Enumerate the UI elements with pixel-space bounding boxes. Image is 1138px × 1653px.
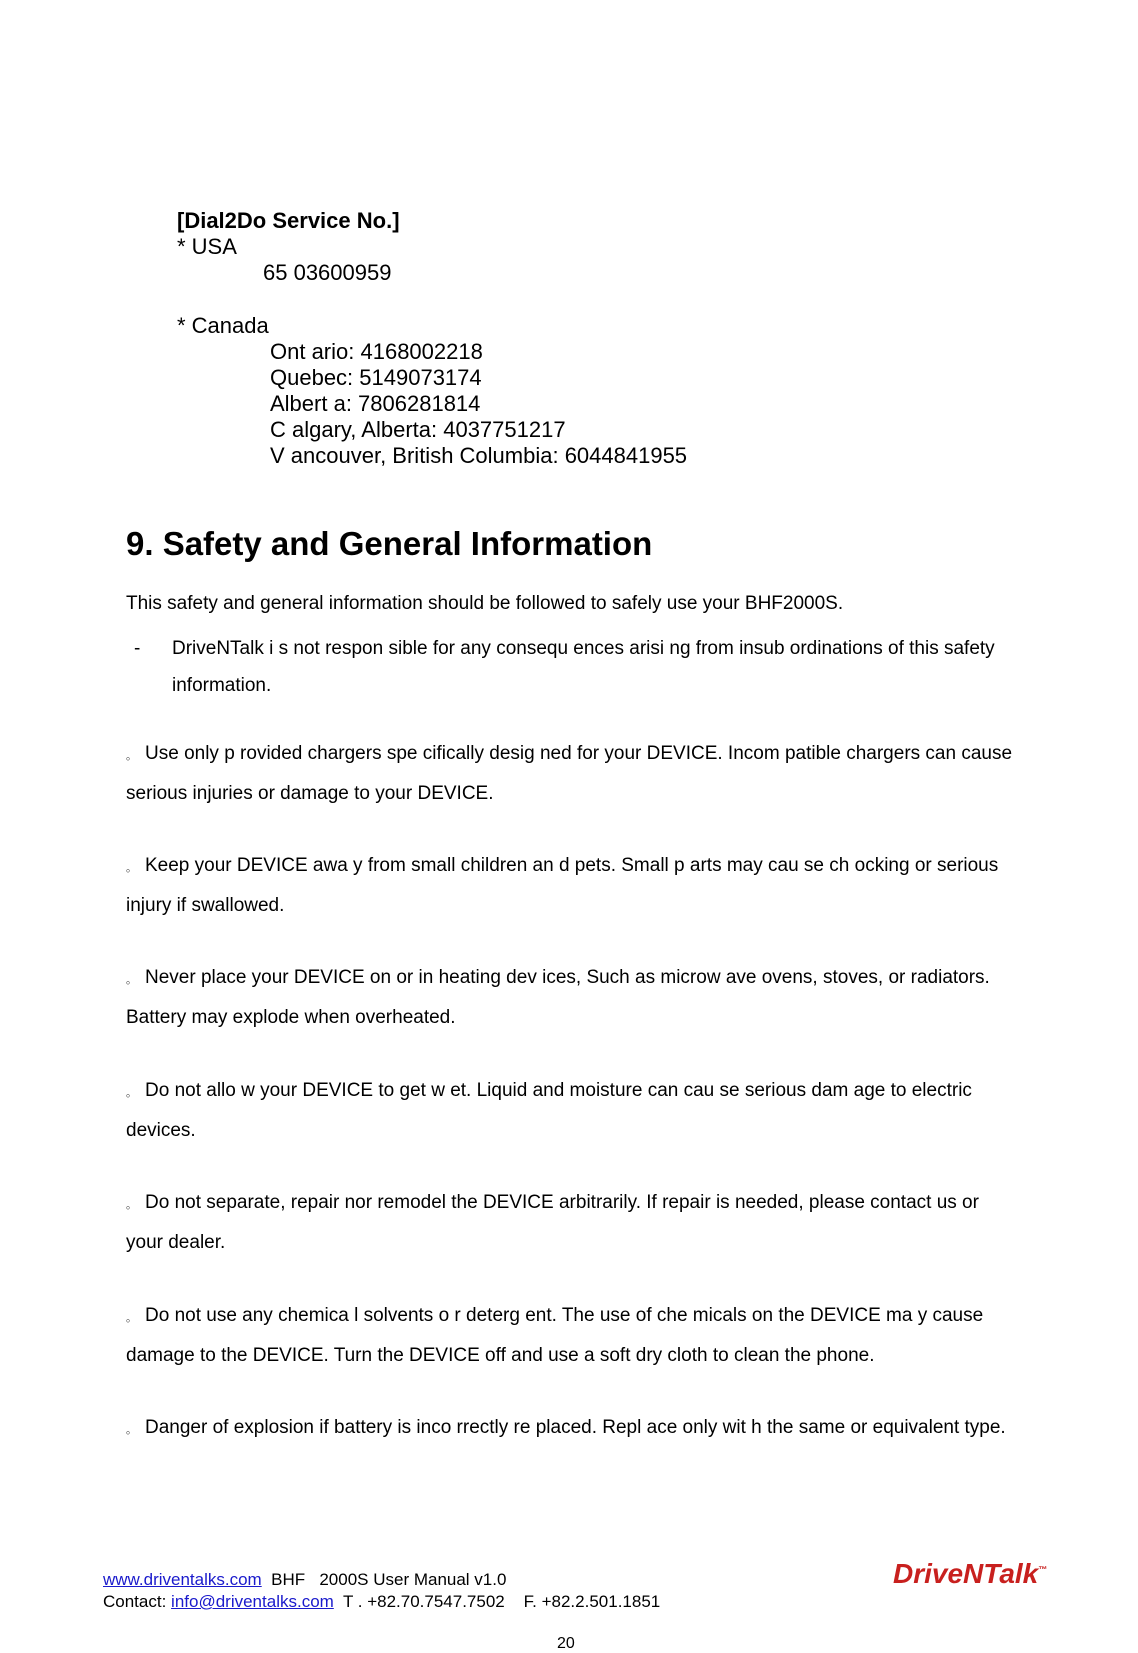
footer-line-1 [103, 1570, 506, 1590]
section-title: 9. Safety and General Information [126, 525, 653, 562]
safety-bullet [126, 1184, 1016, 1261]
section-intro: This safety and general information should be followed to safely use your BHF2000S. [126, 593, 844, 614]
safety-bullet [126, 735, 1016, 812]
disclaimer-item [126, 630, 1016, 704]
usa-label: * USA [177, 234, 237, 259]
driventalk-logo [893, 1558, 1047, 1590]
website-link[interactable]: www.driventalks.com [103, 1570, 262, 1589]
disclaimer-text: DriveNTalk i s not respon sible for any consequ ences arisi ng from insub ordinations of this safety information. [172, 638, 995, 696]
page-number: 20 [557, 1635, 575, 1652]
safety-bullet [126, 847, 1016, 924]
contact-label: Contact: [103, 1592, 172, 1611]
safety-bullet-text: Keep your DEVICE awa y from small children an d pets. Small p arts may cau se ch ocking or serious injury if swallowed. [126, 855, 999, 916]
bullet-mark: 。 [126, 1087, 137, 1099]
canada-region-vancouver: V ancouver, British Columbia: 6044841955 [270, 443, 688, 468]
logo-text: DriveNTalk [893, 1558, 1039, 1589]
footer-line-2 [103, 1592, 660, 1612]
safety-bullet-text: Do not use any chemica l solvents o r deterg ent. The use of che micals on the DEVICE ma y cause damage to the DEVICE. Turn the DEVICE off and use a soft dry cloth to clean the phone. [126, 1305, 984, 1366]
safety-bullet [126, 959, 1016, 1036]
canada-label: * Canada [177, 313, 269, 338]
bullet-mark: 。 [126, 1199, 137, 1211]
dash-mark: - [134, 638, 141, 659]
canada-region-alberta: Albert a: 7806281814 [270, 391, 481, 416]
safety-bullet-text: Do not allo w your DEVICE to get w et. Liquid and moisture can cau se serious dam age to electric devices. [126, 1080, 972, 1141]
manual-title: BHF 2000S User Manual v1.0 [261, 1570, 507, 1589]
canada-region-calgary: C algary, Alberta: 4037751217 [270, 417, 566, 442]
safety-bullet [126, 1297, 1016, 1374]
bullet-mark: 。 [126, 1424, 137, 1436]
safety-bullet-text: Use only p rovided chargers spe cifically desig ned for your DEVICE. Incom patible chargers can cause serious injuries or damage to your DEVICE. [126, 743, 1013, 804]
safety-bullet [126, 1409, 1016, 1449]
safety-bullet [126, 1072, 1016, 1149]
canada-region-quebec: Quebec: 5149073174 [270, 365, 482, 390]
safety-bullet-text: Do not separate, repair nor remodel the DEVICE arbitrarily. If repair is needed, please contact us or your dealer. [126, 1192, 979, 1253]
phone-fax: T . +82.70.7547.7502 F. +82.2.501.1851 [333, 1592, 661, 1611]
canada-region-ontario: Ont ario: 4168002218 [270, 339, 483, 364]
service-heading: [Dial2Do Service No.] [177, 208, 400, 233]
bullet-mark: 。 [126, 1312, 137, 1324]
usa-number: 65 03600959 [263, 260, 392, 285]
safety-bullet-text: Danger of explosion if battery is inco rrectly re placed. Repl ace only wit h the same or equivalent type. [145, 1417, 1006, 1438]
bullet-mark: 。 [126, 862, 137, 874]
bullet-mark: 。 [126, 974, 137, 986]
bullet-mark: 。 [126, 750, 137, 762]
email-link[interactable]: info@driventalks.com [171, 1592, 334, 1611]
trademark-mark: ™ [1038, 1564, 1048, 1575]
safety-bullet-text: Never place your DEVICE on or in heating dev ices, Such as microw ave ovens, stoves, or radiators. Battery may explode when overheated. [126, 967, 990, 1028]
